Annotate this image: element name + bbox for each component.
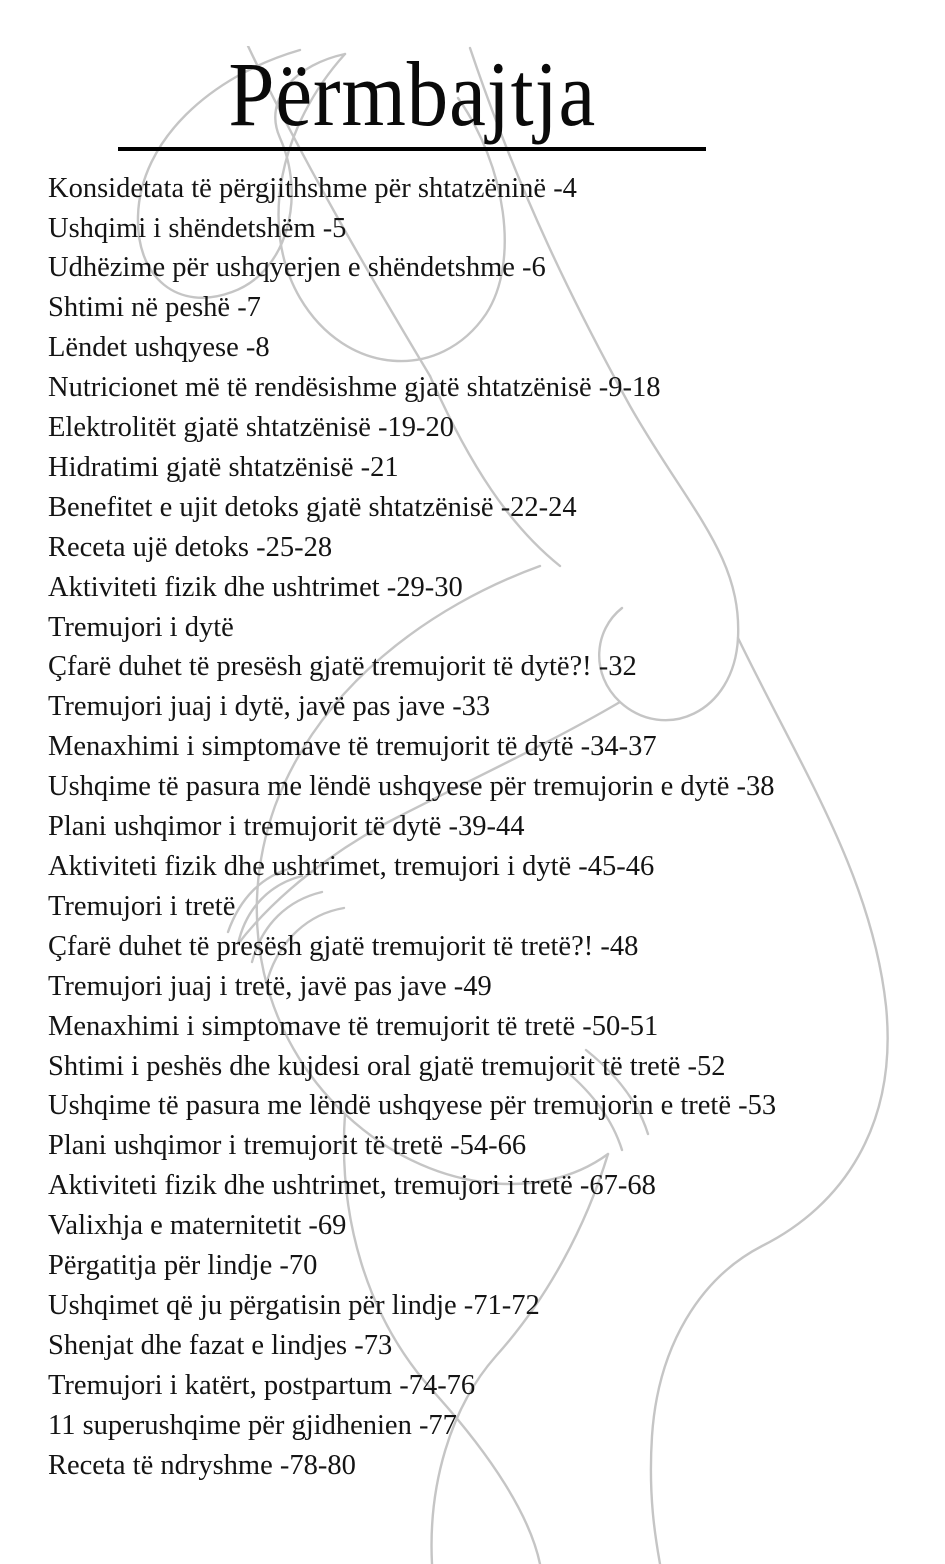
toc-entry: 11 superushqime për gjidhenien -77	[48, 1409, 457, 1441]
toc-entry: Ushqime të pasura me lëndë ushqyese për tremujorin e dytë -38	[48, 771, 775, 803]
page-content	[0, 43, 945, 1486]
toc-entry: Nutricionet më të rendësishme gjatë shtatzënisë -9-18	[48, 372, 661, 404]
toc-entry: Udhëzime për ushqyerjen e shëndetshme -6	[48, 252, 546, 284]
toc-entry: Lëndet ushqyese -8	[48, 332, 270, 364]
toc-entry: Ushqime të pasura me lëndë ushqyese për tremujorin e tretë -53	[48, 1090, 777, 1122]
toc-entry: Ushqimi i shëndetshëm -5	[48, 212, 347, 244]
toc-entry: Çfarë duhet të presësh gjatë tremujorit të dytë?! -32	[48, 651, 637, 683]
toc-entry: Shtimi i peshës dhe kujdesi oral gjatë tremujorit të tretë -52	[48, 1050, 726, 1082]
toc-entry: Përgatitja për lindje -70	[48, 1250, 318, 1282]
toc-entry: Shtimi në peshë -7	[48, 292, 261, 324]
toc-entry: Benefitet e ujit detoks gjatë shtatzënisë -22-24	[48, 491, 577, 523]
toc-entry: Aktiviteti fizik dhe ushtrimet, tremujori i tretë -67-68	[48, 1170, 656, 1202]
toc-entry: Menaxhimi i simptomave të tremujorit të dytë -34-37	[48, 731, 657, 763]
toc-entry: Plani ushqimor i tremujorit të dytë -39-44	[48, 811, 525, 843]
toc-entry: Çfarë duhet të presësh gjatë tremujorit të tretë?! -48	[48, 930, 639, 962]
toc-entry: Tremujori i tretë	[48, 890, 236, 922]
toc-entry: Shenjat dhe fazat e lindjes -73	[48, 1329, 393, 1361]
toc-entry: Konsidetata të përgjithshme për shtatzëninë -4	[48, 172, 577, 204]
toc-entry: Plani ushqimor i tremujorit të tretë -54-66	[48, 1130, 527, 1162]
toc-entry: Tremujori i katërt, postpartum -74-76	[48, 1369, 476, 1401]
toc-entry: Elektrolitët gjatë shtatzënisë -19-20	[48, 412, 454, 444]
toc-entry: Tremujori i dytë	[48, 611, 234, 643]
toc-entry: Receta ujë detoks -25-28	[48, 531, 333, 563]
toc-entry: Ushqimet që ju përgatisin për lindje -71-72	[48, 1289, 540, 1321]
toc-entry: Tremujori juaj i tretë, javë pas jave -49	[48, 970, 492, 1002]
toc-entry: Tremujori juaj i dytë, javë pas jave -33	[48, 691, 491, 723]
toc-entry: Menaxhimi i simptomave të tremujorit të tretë -50-51	[48, 1010, 659, 1042]
toc-entry: Aktiviteti fizik dhe ushtrimet, tremujori i dytë -45-46	[48, 851, 655, 882]
toc-list	[48, 169, 945, 1486]
toc-entry: Valixhja e maternitetit -69	[48, 1210, 347, 1242]
toc-entry: Receta të ndryshme -78-80	[48, 1449, 356, 1481]
toc-entry: Aktiviteti fizik dhe ushtrimet -29-30	[48, 571, 463, 603]
title-block	[118, 43, 706, 151]
toc-entry: Hidratimi gjatë shtatzënisë -21	[48, 451, 399, 483]
title-underline	[118, 147, 706, 151]
page-title: Përmbajtja	[228, 43, 596, 145]
